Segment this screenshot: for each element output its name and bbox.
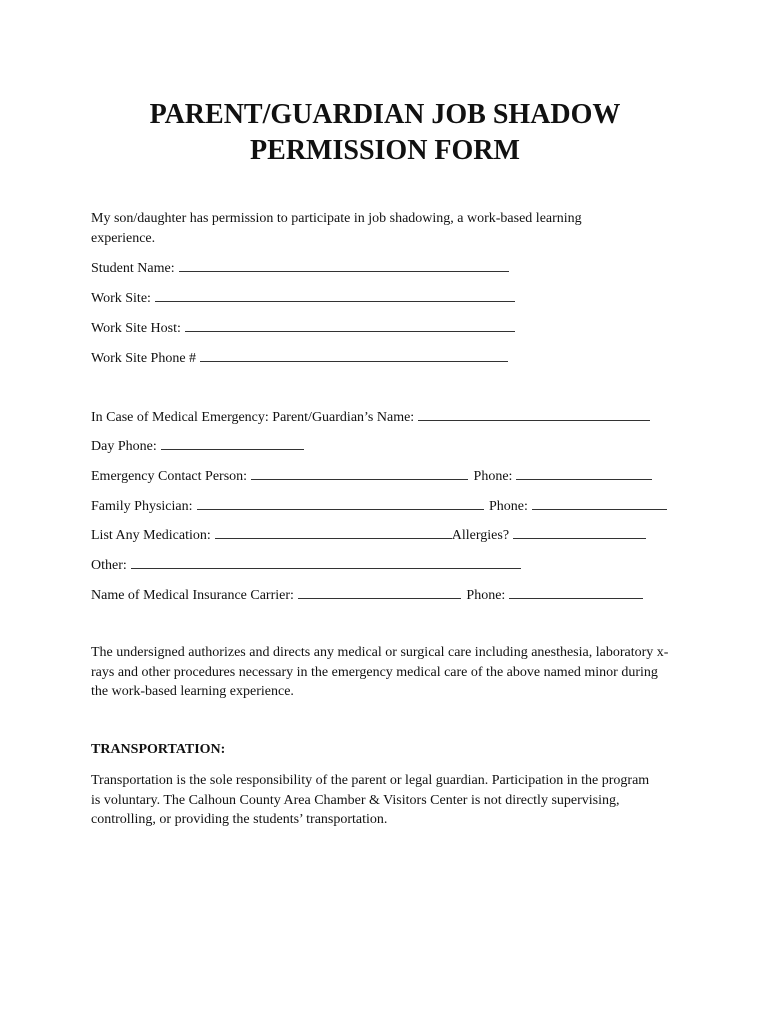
student-name-label: Student Name:: [91, 261, 175, 276]
work-site-host-label: Work Site Host:: [91, 321, 181, 336]
work-site-row: [91, 288, 517, 308]
family-physician-row: [91, 496, 669, 516]
family-physician-label: Family Physician:: [91, 499, 193, 514]
transportation-text: Transportation is the sole responsibility of the parent or legal guardian. Participation in the program is voluntary. The Calhoun County Area Chamber & Visitors Center is not directly supervising, controlling, or providing the students’ transportation.: [91, 773, 650, 827]
emergency-contact-field[interactable]: [251, 466, 468, 480]
medication-field[interactable]: [215, 525, 452, 539]
insurance-label: Name of Medical Insurance Carrier:: [91, 588, 294, 603]
emergency-contact-row: [91, 466, 654, 486]
work-site-field[interactable]: [155, 288, 515, 302]
work-site-host-row: [91, 318, 517, 338]
transportation-heading: TRANSPORTATION:: [91, 742, 226, 757]
medication-row: [91, 525, 648, 545]
work-site-phone-label: Work Site Phone #: [91, 351, 197, 366]
authorization-text: The undersigned authorizes and directs any medical or surgical care including anesthesia, laboratory x-rays and other procedures necessary in the emergency medical care of the above named minor during the work-based learning experience.: [91, 645, 669, 699]
other-label: Other:: [91, 558, 127, 573]
other-field[interactable]: [131, 555, 521, 569]
allergies-field[interactable]: [513, 525, 646, 539]
insurance-field[interactable]: [298, 585, 461, 599]
family-physician-field[interactable]: [197, 496, 484, 510]
insurance-phone-field[interactable]: [509, 585, 643, 599]
guardian-name-label: In Case of Medical Emergency: Parent/Guardian’s Name:: [91, 410, 415, 425]
guardian-name-row: [91, 407, 652, 427]
emergency-contact-label: Emergency Contact Person:: [91, 469, 248, 484]
work-site-phone-field[interactable]: [200, 348, 508, 362]
form-title-line1: PARENT/GUARDIAN JOB SHADOW: [149, 99, 621, 130]
other-row: [91, 555, 523, 575]
form-title-line2: PERMISSION FORM: [250, 135, 520, 166]
intro-text: My son/daughter has permission to participate in job shadowing, a work-based learning experience.: [91, 211, 582, 246]
student-name-row: [91, 258, 511, 278]
day-phone-field[interactable]: [161, 436, 304, 450]
physician-phone-field[interactable]: [532, 496, 667, 510]
day-phone-row: [91, 436, 306, 456]
work-site-phone-row: [91, 348, 510, 368]
emergency-phone-label: Phone:: [473, 469, 513, 484]
allergies-label: Allergies?: [451, 528, 510, 543]
work-site-host-field[interactable]: [185, 318, 515, 332]
physician-phone-label: Phone:: [489, 499, 528, 514]
emergency-phone-field[interactable]: [516, 466, 652, 480]
guardian-name-field[interactable]: [418, 407, 650, 421]
work-site-label: Work Site:: [91, 291, 151, 306]
insurance-phone-label: Phone:: [466, 588, 506, 603]
medication-label: List Any Medication:: [91, 528, 211, 543]
student-name-field[interactable]: [179, 258, 509, 272]
insurance-row: [91, 585, 645, 605]
day-phone-label: Day Phone:: [91, 439, 157, 454]
